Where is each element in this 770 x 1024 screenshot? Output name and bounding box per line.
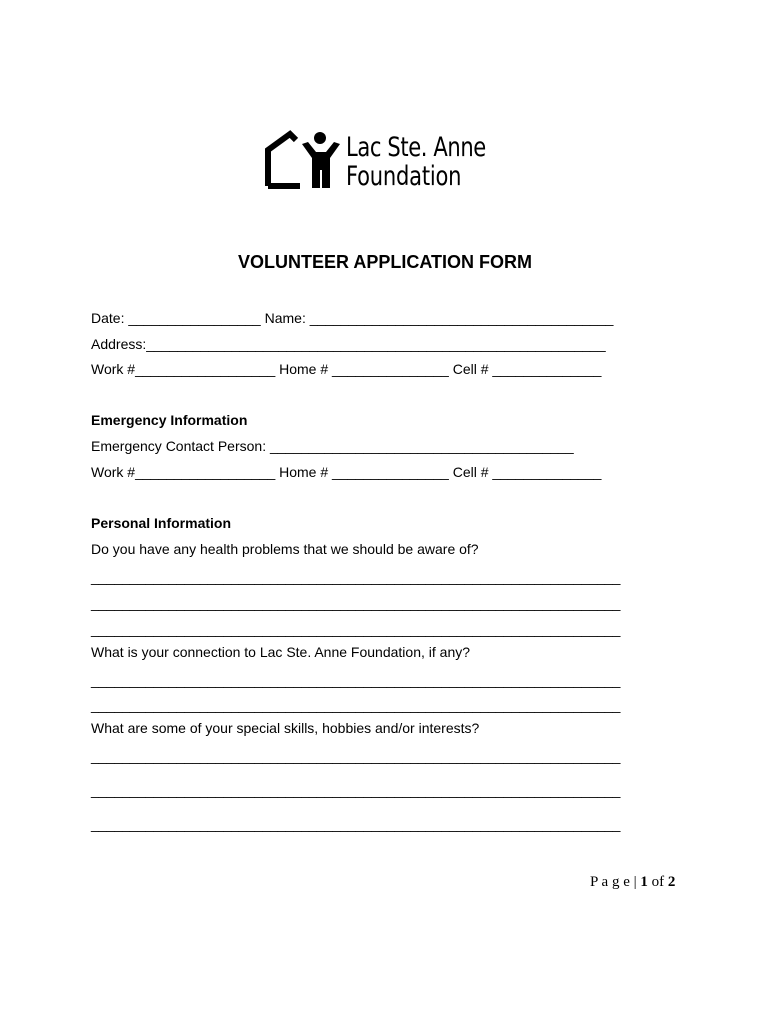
logo-text-line2: Foundation bbox=[346, 161, 462, 192]
address-field[interactable]: Address:___________________________________________________________ bbox=[91, 336, 606, 352]
answer-line[interactable]: ____________________________________________________________________ bbox=[91, 816, 621, 832]
total-pages: 2 bbox=[667, 874, 676, 890]
personal-heading: Personal Information bbox=[91, 515, 232, 531]
logo-text-line1: Lac Ste. Anne bbox=[346, 132, 486, 163]
connection-question: What is your connection to Lac Ste. Anne Foundation, if any? bbox=[91, 644, 471, 660]
answer-line[interactable]: ____________________________________________________________________ bbox=[91, 748, 621, 764]
answer-line[interactable]: ____________________________________________________________________ bbox=[91, 782, 621, 798]
emergency-phone-fields[interactable]: Work #__________________ Home # _______________ Cell # ______________ bbox=[91, 464, 602, 480]
page-of: of bbox=[651, 874, 665, 890]
skills-question: What are some of your special skills, hobbies and/or interests? bbox=[91, 720, 480, 736]
date-name-field[interactable]: Date: _________________ Name: _______________________________________ bbox=[91, 310, 614, 326]
form-title: VOLUNTEER APPLICATION FORM bbox=[238, 252, 532, 272]
answer-line[interactable]: ____________________________________________________________________ bbox=[91, 672, 621, 688]
emergency-contact-field[interactable]: Emergency Contact Person: _______________________________________ bbox=[91, 438, 574, 454]
current-page: 1 bbox=[640, 874, 648, 890]
answer-line[interactable]: ____________________________________________________________________ bbox=[91, 595, 621, 611]
health-question: Do you have any health problems that we should be aware of? bbox=[91, 541, 479, 557]
page-word: P a g e | bbox=[590, 874, 637, 890]
answer-line[interactable]: ____________________________________________________________________ bbox=[91, 621, 621, 637]
emergency-heading: Emergency Information bbox=[91, 412, 248, 428]
page-number bbox=[590, 874, 675, 891]
answer-line[interactable]: ____________________________________________________________________ bbox=[91, 697, 621, 713]
house-person-logo-icon bbox=[262, 130, 342, 192]
answer-line[interactable]: ____________________________________________________________________ bbox=[91, 569, 621, 585]
foundation-logo bbox=[262, 130, 492, 192]
phone-fields[interactable]: Work #__________________ Home # _______________ Cell # ______________ bbox=[91, 361, 602, 377]
